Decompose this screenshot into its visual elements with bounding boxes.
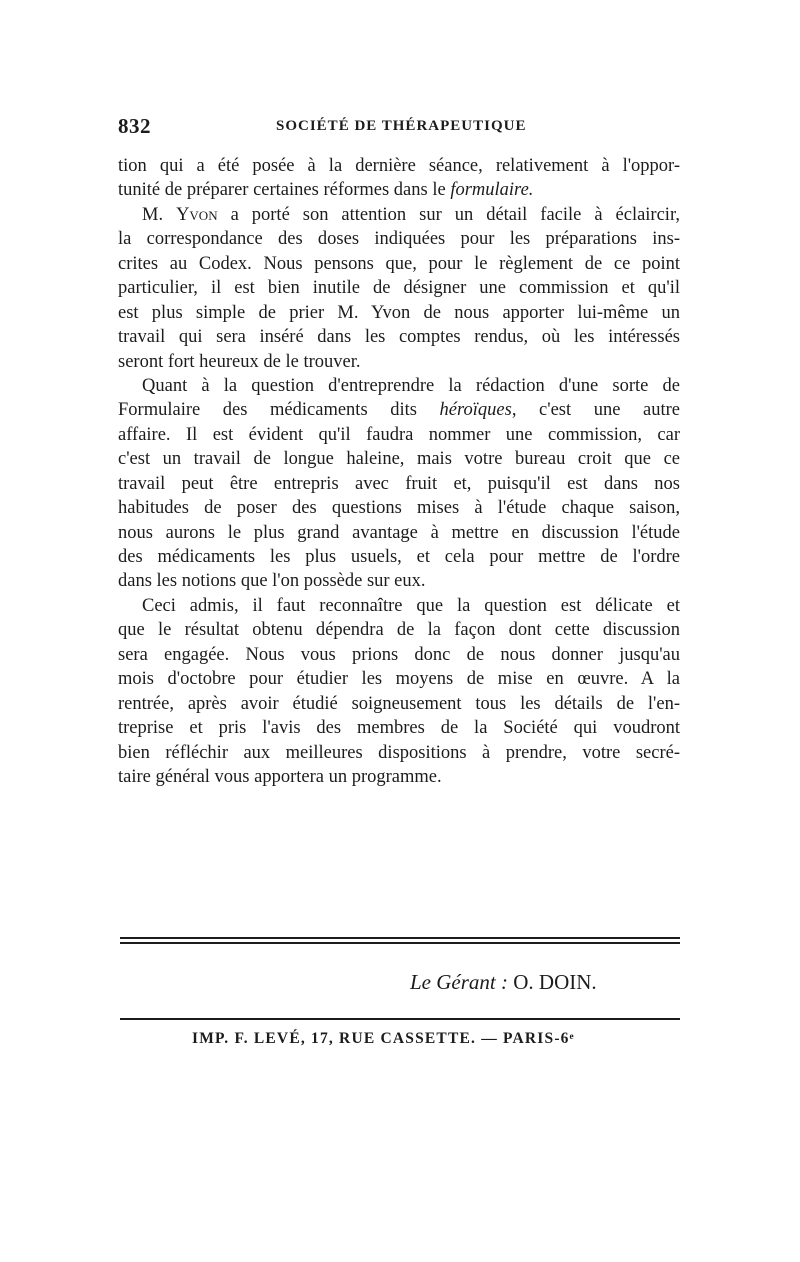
text-line: affaire. Il est évident qu'il faudra nommer une commission, car <box>118 424 680 445</box>
text-line: que le résultat obtenu dépendra de la façon dont cette discussion <box>118 620 680 641</box>
text-segment: a porté son attention sur un détail facile à éclaircir, <box>217 204 680 225</box>
text-line: habitudes de poser des questions mises à l'étude chaque saison, <box>118 498 680 519</box>
text-segment: M. <box>142 204 177 225</box>
gerant-signature <box>410 970 597 995</box>
italic-term: héroïques <box>439 400 512 421</box>
text-line: crites au Codex. Nous pensons que, pour le règlement de ce point <box>118 253 680 274</box>
text-line: rentrée, après avoir étudié soigneusement tous les détails de l'en- <box>118 693 680 714</box>
text-line: travail peut être entrepris avec fruit et, puisqu'il est dans nos <box>118 473 680 494</box>
text-line: Ceci admis, il faut reconnaître que la question est délicate et <box>142 595 680 616</box>
double-rule-bottom <box>120 942 680 944</box>
text-segment: , c'est une autre <box>511 400 680 421</box>
text-line: mois d'octobre pour étudier les moyens de mise en œuvre. A la <box>118 669 680 690</box>
text-line: tion qui a été posée à la dernière séance, relativement à l'oppor- <box>118 156 680 176</box>
text-line: nous aurons le plus grand avantage à mettre en discussion l'étude <box>118 522 680 543</box>
text-line <box>118 203 680 227</box>
text-line <box>118 178 680 202</box>
gerant-name: O. DOIN. <box>513 970 597 994</box>
author-name: Yvon <box>176 204 218 225</box>
text-line: taire général vous apportera un programme. <box>118 766 442 787</box>
text-segment: Formulaire des médicaments dits <box>118 400 440 421</box>
text-line: c'est un travail de longue haleine, mais votre bureau croit que ce <box>118 449 680 470</box>
text-line: sera engagée. Nous vous prions donc de nous donner jusqu'au <box>118 644 680 665</box>
text-line: particulier, il est bien inutile de désigner une commission et qu'il <box>118 278 680 299</box>
printer-imprint: IMP. F. LEVÉ, 17, RUE CASSETTE. — PARIS-6ᵉ <box>192 1030 575 1047</box>
text-line: dans les notions que l'on possède sur eux. <box>118 571 426 592</box>
running-head <box>118 114 680 144</box>
text-line: la correspondance des doses indiquées pour les préparations ins- <box>118 229 680 250</box>
text-line <box>118 398 680 422</box>
gerant-label: Le Gérant : <box>410 970 508 994</box>
text-line: est plus simple de prier M. Yvon de nous apporter lui-même un <box>118 302 680 323</box>
body-text <box>118 154 680 789</box>
text-line: treprise et pris l'avis des membres de la Société qui voudront <box>118 718 680 739</box>
double-rule-top <box>120 937 680 939</box>
text-line: Quant à la question d'entreprendre la rédaction d'une sorte de <box>142 375 680 396</box>
text-segment: tunité de préparer certaines réformes dans le <box>118 180 451 201</box>
footer-rule <box>120 1018 680 1020</box>
page-number: 832 <box>118 114 151 138</box>
italic-term: formulaire. <box>450 180 534 201</box>
text-line: des médicaments les plus usuels, et cela pour mettre de l'ordre <box>118 547 680 567</box>
text-line: travail qui sera inséré dans les comptes rendus, où les intéressés <box>118 327 680 348</box>
running-title: SOCIÉTÉ DE THÉRAPEUTIQUE <box>276 118 527 134</box>
text-line: bien réfléchir aux meilleures dispositions à prendre, votre secré- <box>118 742 680 763</box>
text-line: seront fort heureux de le trouver. <box>118 351 361 372</box>
